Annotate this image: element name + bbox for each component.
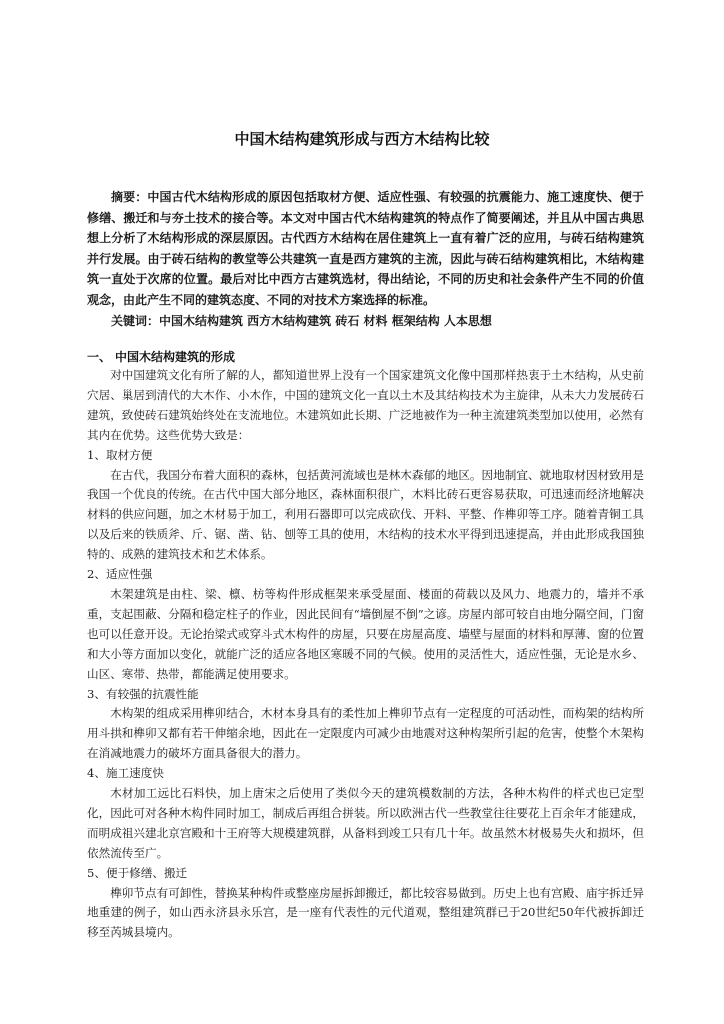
abstract-block [87, 187, 644, 331]
item-text: 榫卯节点有可卸性，替换某种构件或整座房屋拆卸搬迁，都比较容易做到。历史上也有宫殿、庙宇拆迁异地重建的例子，如山西永济县永乐宫，是一座有代表性的元代道观，整组建筑群已于20世纪50年代被拆卸迁移至芮城县境内。 [87, 885, 644, 940]
item-text: 木材加工远比石料快，加上唐宋之后使用了类似今天的建筑模数制的方法，各种木构件的样式也已定型化，因此可对各种木构件同时加工，制成后再组合拼装。所以欧洲古代一些教堂往往要花上百余年才能建成，而明成祖兴建北京宫殿和十王府等大规模建筑群，从备料到竣工只有几十年。故虽然木材极易失火和损坏，但依然流传至广。 [87, 786, 644, 860]
item-heading: 3、有较强的抗震性能 [87, 686, 199, 701]
item-heading: 4、施工速度快 [87, 766, 164, 781]
item-text: 在古代，我国分布着大面积的森林，包括黄河流域也是林木森郁的地区。因地制宜、就地取材因材致用是我国一个优良的传统。在古代中国大部分地区，森林面积很广，木料比砖石更容易获取，可迅速而经济地解决材料的供应问题，加之木材易于加工，利用石器即可以完成砍伐、开料、平整、作榫卯等工序。随着青铜工具以及后来的铁质斧、斤、锯、凿、钻、刨等工具的使用，木结构的技术水平得到迅速提高，并由此形成我国独特的、成熟的建筑技术和艺术体系。 [87, 467, 644, 562]
abstract-text: 摘要：中国古代木结构形成的原因包括取材方便、适应性强、有较强的抗震能力、施工速度快、便于修缮、搬迁和与夯土技术的接合等。本文对中国古代木结构建筑的特点作了简要阐述，并且从中国古典思想上分析了木结构形成的深层原因。古代西方木结构在居住建筑上一直有着广泛的应用，与砖石结构建筑并行发展。由于砖石结构的教堂等公共建筑一直是西方建筑的主流，因此与砖石结构建筑相比，木结构建筑一直处于次席的位置。最后对比中西方古建筑选材，得出结论，不同的历史和社会条件产生不同的价值观念，由此产生不同的建筑态度、不同的对技术方案选择的标准。 [87, 190, 644, 307]
section-body [87, 366, 644, 943]
section-number: 一、 [87, 350, 112, 364]
section-heading [87, 348, 644, 365]
item-text: 木构架的组成采用榫卯结合，木材本身具有的柔性加上榫卯节点有一定程度的可活动性，而构架的结构所用斗拱和榫卯又都有若干伸缩余地，因此在一定限度内可减少由地震对这种构架所引起的危害，使整个木架构在消减地震力的破坏方面具备很大的潜力。 [87, 706, 644, 761]
item-heading: 2、适应性强 [87, 567, 153, 582]
item-heading: 5、便于修缮、搬迁 [87, 865, 188, 880]
keywords-text: 关键词：中国木结构建筑 西方木结构建筑 砖石 材料 框架结构 人本思想 [111, 313, 492, 328]
item-heading: 1、取材方便 [87, 447, 153, 462]
section-title: 中国木结构建筑的形成 [115, 350, 236, 364]
item-text: 木架建筑是由柱、梁、檩、枋等构件形成框架来承受屋面、楼面的荷载以及风力、地震力的，墙并不承重，支起围蔽、分隔和稳定柱子的作业，因此民间有“墙倒屋不倒”之谚。房屋内部可较自由地分隔空间，门窗也可以任意开设。无论抬梁式或穿斗式木构件的房屋，只要在房屋高度、墙壁与屋面的材料和厚薄、窗的位置和大小等方面加以变化，就能广泛的适应各地区寒暖不同的气候。使用的灵活性大，适应性强，无论是水乡、山区、寒带、热带，都能满足使用要求。 [87, 586, 644, 681]
section-intro: 对中国建筑文化有所了解的人，都知道世界上没有一个国家建筑文化像中国那样热衷于土木结构，从史前穴居、巢居到清代的大木作、小木作，中国的建筑文化一直以土木及其结构技术为主旋律，从未大力发展砖石建筑，致使砖石建筑始终处在支流地位。木建筑如此长期、广泛地被作为一种主流建筑类型加以使用，必然有其内在优势。这些优势大致是： [87, 368, 644, 442]
page-title: 中国木结构建筑形成与西方木结构比较 [234, 130, 490, 148]
